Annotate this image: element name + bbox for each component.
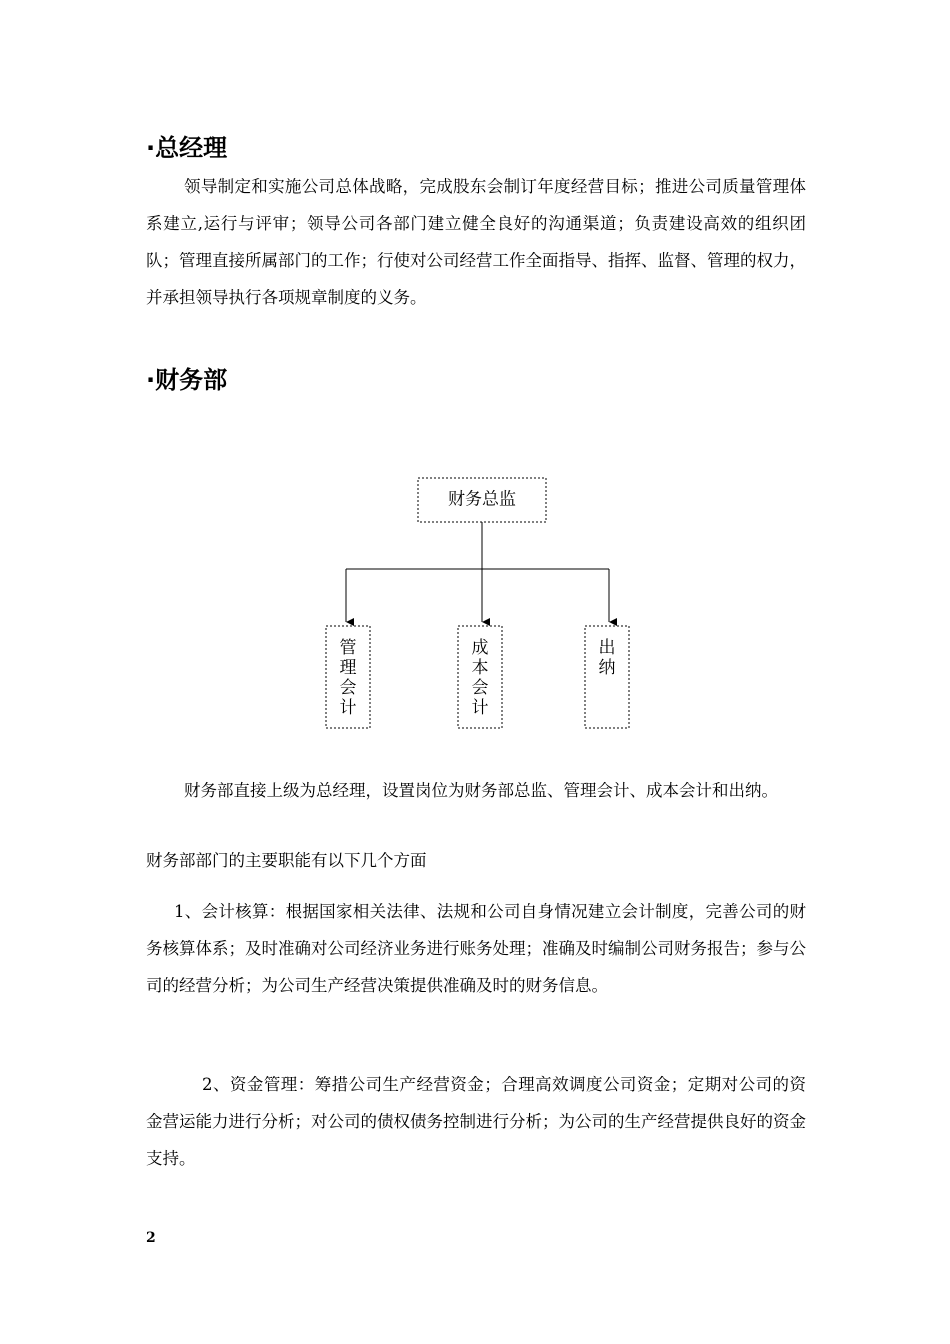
finance-functions-heading: 财务部部门的主要职能有以下几个方面 — [146, 851, 427, 870]
org-label-director: 财务总监 — [448, 489, 516, 510]
org-label-char: 出 — [598, 638, 616, 658]
finance-function-accounting: 1、会计核算：根据国家相关法律、法规和公司自身情况建立会计制度，完善公司的财务核算体系；及时准确对公司经济业务进行账务处理；准确及时编制公司财务报告；参与公司的经营分析；为公司生产经营决策提供准确及时的财务信息。 — [146, 902, 806, 995]
org-label-char: 理 — [339, 658, 357, 678]
section-title-finance: ·财务部 — [146, 366, 228, 394]
page-number: 2 — [146, 1230, 156, 1246]
org-label-char: 本 — [471, 658, 489, 678]
org-label-char: 会 — [471, 678, 489, 698]
finance-intro: 财务部直接上级为总经理，设置岗位为财务部总监、管理会计、成本会计和出纳。 — [184, 781, 778, 800]
finance-function-funds: 2、资金管理：筹措公司生产经营资金；合理高效调度公司资金；定期对公司的资金营运能力进行分析；对公司的债权债务控制进行分析；为公司的生产经营提供良好的资金支持。 — [146, 1075, 806, 1168]
org-label-cost-accounting — [472, 638, 489, 718]
section-title-general-manager: ·总经理 — [146, 134, 228, 162]
org-label-management-accounting — [340, 638, 357, 718]
org-label-cashier — [599, 638, 616, 678]
general-manager-description: 领导制定和实施公司总体战略，完成股东会制订年度经营目标；推进公司质量管理体系建立,运行与评审；领导公司各部门建立健全良好的沟通渠道；负责建设高效的组织团队；管理直接所属部门的工作；行使对公司经营工作全面指导、指挥、监督、管理的权力，并承担领导执行各项规章制度的义务。 — [146, 177, 806, 307]
org-label-char: 计 — [339, 698, 357, 718]
org-label-char: 计 — [471, 698, 489, 718]
org-label-char: 管 — [339, 638, 357, 658]
org-label-char: 成 — [471, 638, 489, 658]
org-label-char: 会 — [339, 678, 357, 698]
org-label-char: 纳 — [598, 658, 616, 678]
